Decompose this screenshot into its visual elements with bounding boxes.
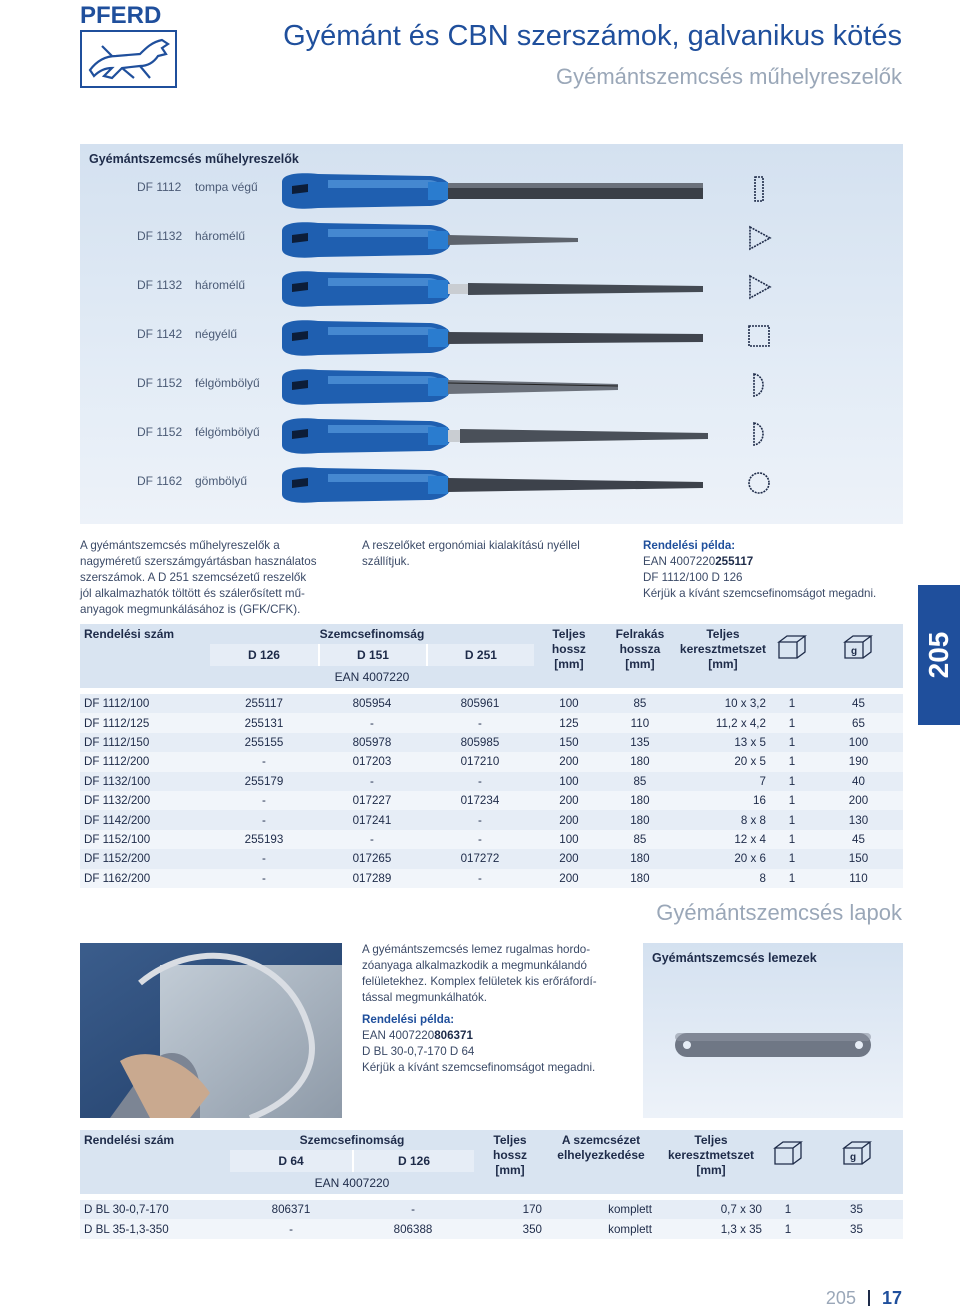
package-icon (770, 624, 814, 688)
sheet-order-line: Kérjük a kívánt szemcsefinomságot megadni. (362, 1061, 596, 1074)
sheet-order-line: D BL 30-0,7-170 D 64 (362, 1045, 475, 1058)
pack-qty: 1 (770, 733, 814, 752)
file-code: DF 1142 (137, 327, 183, 341)
order-number: DF 1132/100 (80, 772, 210, 791)
table-row (80, 1219, 903, 1238)
file-code: DF 1132 (137, 229, 183, 243)
sheet-line: A gyémántszemcsés lemez rugalmas hordo- (362, 943, 591, 956)
total-length: 100 (534, 830, 604, 849)
ean-d126: 255117 (210, 694, 318, 713)
weight: 45 (814, 694, 903, 713)
ean-d64: 806371 (230, 1200, 352, 1219)
order-number: D BL 35-1,3-350 (80, 1219, 230, 1238)
ean-d151: - (318, 713, 426, 732)
ean-d151: 017227 (318, 791, 426, 810)
sheets-table (80, 1130, 903, 1239)
pack-qty: 1 (770, 713, 814, 732)
intro-line: nagyméretű szerszámgyártásban használatos (80, 555, 317, 568)
triangle-icon (744, 223, 774, 253)
file-shape-name: félgömbölyű (195, 425, 260, 439)
table-row (80, 733, 903, 752)
col-d126-header: D 126 (210, 644, 318, 666)
file-row (80, 411, 903, 459)
sheet-line: tással megmunkálhatók. (362, 991, 488, 1004)
total-length: 200 (534, 752, 604, 771)
handle-paragraph (362, 538, 622, 570)
ean-d151: 017241 (318, 810, 426, 829)
col-order-header: Rendelési szám (84, 627, 175, 641)
cross-section: 16 (676, 791, 770, 810)
cross-section: 20 x 6 (676, 849, 770, 868)
col-working-length-header: Felrakás hossza [mm] (615, 627, 665, 671)
page-title: Gyémánt és CBN szerszámok, galvanikus kötés (283, 20, 902, 52)
ean-d251: 017272 (426, 849, 534, 868)
weight: 40 (814, 772, 903, 791)
total-length: 200 (534, 869, 604, 888)
page-subtitle: Gyémántszemcsés műhelyreszelők (555, 64, 902, 89)
table-row (80, 713, 903, 732)
ean-d251: - (426, 713, 534, 732)
grit-position: komplett (546, 1219, 656, 1238)
col-order-header: Rendelési szám (84, 1133, 175, 1147)
files-table (80, 624, 903, 888)
order-number: DF 1132/200 (80, 791, 210, 810)
pack-qty: 1 (770, 791, 814, 810)
sheet-order-example (362, 1012, 632, 1076)
file-code: DF 1152 (137, 425, 183, 439)
col-d126-header: D 126 (352, 1150, 474, 1172)
ean-d126: 255155 (210, 733, 318, 752)
ean-d251: - (426, 830, 534, 849)
weight: 65 (814, 713, 903, 732)
file-image (278, 362, 718, 410)
ean-header: EAN 4007220 (314, 1176, 390, 1190)
working-length: 85 (604, 772, 676, 791)
diamond-sheet-image (673, 1027, 873, 1063)
cross-section: 8 x 8 (676, 810, 770, 829)
file-row (80, 215, 903, 263)
col-cross-section-header: Teljes keresztmetszet [mm] (679, 627, 766, 671)
sheet-order-title: Rendelési példa: (362, 1013, 455, 1026)
order-number: DF 1152/100 (80, 830, 210, 849)
svg-text:g: g (851, 646, 858, 657)
intro-line: A gyémántszemcsés műhelyreszelők a (80, 539, 280, 552)
panel-title: Gyémántszemcsés műhelyreszelők (89, 152, 299, 166)
order-example-ean: EAN 4007220255117 (643, 555, 754, 568)
file-image (278, 215, 718, 263)
col-d151-header: D 151 (318, 644, 426, 666)
table-row (80, 791, 903, 810)
sheet-photo (80, 943, 342, 1118)
table-row (80, 1200, 903, 1219)
order-number: DF 1112/100 (80, 694, 210, 713)
chapter-tab: 205 (918, 585, 960, 725)
package-icon (766, 1130, 810, 1194)
order-number: DF 1112/200 (80, 752, 210, 771)
file-row (80, 362, 903, 410)
working-length: 180 (604, 810, 676, 829)
ean-d251: - (426, 772, 534, 791)
file-shape-name: háromélű (195, 229, 246, 243)
sheet-line: zóanyaga alkalmazkodik a megmunkálandó (362, 959, 587, 972)
table-row (80, 849, 903, 868)
sheet-panel-title: Gyémántszemcsés lemezek (652, 951, 817, 965)
working-length: 110 (604, 713, 676, 732)
page-footer (826, 1288, 902, 1308)
col-cross-section-header: Teljes keresztmetszet [mm] (667, 1133, 755, 1177)
col-grit-header: Szemcsefinomság (299, 1133, 405, 1147)
col-total-length-header: Teljes hossz [mm] (551, 627, 586, 671)
order-example-line: DF 1112/100 D 126 (643, 571, 743, 584)
table-row (80, 772, 903, 791)
ean-d126: 255131 (210, 713, 318, 732)
weight: 35 (810, 1200, 903, 1219)
ean-d151: 017203 (318, 752, 426, 771)
file-image (278, 313, 718, 361)
weight-icon (810, 1130, 903, 1194)
file-row (80, 264, 903, 312)
ean-d126: 255179 (210, 772, 318, 791)
cross-section: 8 (676, 869, 770, 888)
ean-d126: - (210, 791, 318, 810)
pack-qty: 1 (770, 752, 814, 771)
file-row (80, 313, 903, 361)
handle-line: szállítjuk. (362, 555, 410, 568)
intro-line: szerszámok. A D 251 szemcsézetű reszelők (80, 571, 307, 584)
weight: 110 (814, 869, 903, 888)
logo-wordmark: PFERD (80, 4, 177, 28)
ean-d151: - (318, 830, 426, 849)
total-length: 170 (474, 1200, 546, 1219)
order-number: DF 1112/125 (80, 713, 210, 732)
file-shape-name: háromélű (195, 278, 246, 292)
pack-qty: 1 (770, 830, 814, 849)
horse-logo-icon (80, 30, 177, 88)
cross-section: 0,7 x 30 (656, 1200, 766, 1219)
product-panel (80, 144, 903, 524)
file-row (80, 460, 903, 508)
working-length: 180 (604, 849, 676, 868)
ean-d251: - (426, 869, 534, 888)
col-d251-header: D 251 (426, 644, 534, 666)
ean-d126: - (210, 752, 318, 771)
order-number: DF 1162/200 (80, 869, 210, 888)
ean-header: EAN 4007220 (334, 670, 410, 684)
ean-d126: 255193 (210, 830, 318, 849)
cross-section: 11,2 x 4,2 (676, 713, 770, 732)
ean-d151: 805978 (318, 733, 426, 752)
working-length: 85 (604, 830, 676, 849)
table-row (80, 830, 903, 849)
intro-line: anyagok megmunkálásához is (GFK/CFK). (80, 603, 301, 616)
file-row (80, 166, 903, 214)
ean-d251: 017234 (426, 791, 534, 810)
cross-section: 10 x 3,2 (676, 694, 770, 713)
table-row (80, 694, 903, 713)
total-length: 200 (534, 849, 604, 868)
pack-qty: 1 (770, 849, 814, 868)
total-length: 350 (474, 1219, 546, 1238)
grit-position: komplett (546, 1200, 656, 1219)
total-length: 150 (534, 733, 604, 752)
pack-qty: 1 (770, 694, 814, 713)
weight: 200 (814, 791, 903, 810)
table-row (80, 810, 903, 829)
weight: 45 (814, 830, 903, 849)
page-number: 205 (825, 1288, 856, 1308)
file-shape-name: tompa végű (195, 180, 258, 194)
pack-qty: 1 (770, 869, 814, 888)
pack-qty: 1 (766, 1219, 810, 1238)
square-icon (744, 321, 774, 351)
triangle-icon (744, 272, 774, 302)
ean-d151: - (318, 772, 426, 791)
intro-paragraph (80, 538, 340, 618)
total-length: 200 (534, 791, 604, 810)
ean-d64: - (230, 1219, 352, 1238)
weight: 130 (814, 810, 903, 829)
table-row (80, 869, 903, 888)
ean-d151: 805954 (318, 694, 426, 713)
table-row (80, 752, 903, 771)
cross-section: 12 x 4 (676, 830, 770, 849)
pferd-logo (80, 4, 177, 86)
weight: 100 (814, 733, 903, 752)
working-length: 135 (604, 733, 676, 752)
weight-icon (814, 624, 903, 688)
col-d64-header: D 64 (230, 1150, 352, 1172)
ean-d151: 017265 (318, 849, 426, 868)
order-number: DF 1112/150 (80, 733, 210, 752)
pack-qty: 1 (770, 772, 814, 791)
ean-d151: 017289 (318, 869, 426, 888)
order-number: D BL 30-0,7-170 (80, 1200, 230, 1219)
pack-qty: 1 (770, 810, 814, 829)
intro-line: jól alkalmazhatók töltött és szálerősített mű- (80, 587, 305, 600)
ean-d251: - (426, 810, 534, 829)
page-number-secondary: 17 (881, 1288, 902, 1308)
file-code: DF 1112 (137, 180, 182, 194)
order-example-line: Kérjük a kívánt szemcsefinomságot megadni. (643, 587, 877, 600)
round-icon (744, 468, 774, 498)
cross-section: 20 x 5 (676, 752, 770, 771)
ean-d126: - (210, 849, 318, 868)
ean-d126: 806388 (352, 1219, 474, 1238)
order-example (643, 538, 903, 602)
pack-qty: 1 (766, 1200, 810, 1219)
weight: 190 (814, 752, 903, 771)
ean-d251: 017210 (426, 752, 534, 771)
cross-section: 13 x 5 (676, 733, 770, 752)
total-length: 100 (534, 694, 604, 713)
total-length: 125 (534, 713, 604, 732)
ean-d251: 805961 (426, 694, 534, 713)
svg-text:g: g (849, 1152, 856, 1163)
section-title: Gyémántszemcsés lapok (656, 900, 902, 925)
working-length: 180 (604, 752, 676, 771)
file-code: DF 1132 (137, 278, 183, 292)
half-round-icon (744, 419, 774, 449)
file-code: DF 1162 (137, 474, 183, 488)
sheet-panel (643, 943, 903, 1118)
working-length: 180 (604, 791, 676, 810)
weight: 150 (814, 849, 903, 868)
working-length: 180 (604, 869, 676, 888)
order-example-title: Rendelési példa: (643, 539, 736, 552)
order-number: DF 1142/200 (80, 810, 210, 829)
file-shape-name: négyélű (195, 327, 238, 341)
total-length: 100 (534, 772, 604, 791)
col-total-length-header: Teljes hossz [mm] (492, 1133, 527, 1177)
file-image (278, 411, 718, 459)
cross-section: 1,3 x 35 (656, 1219, 766, 1238)
total-length: 200 (534, 810, 604, 829)
flat-icon (744, 174, 774, 204)
col-grit-header: Szemcsefinomság (319, 627, 425, 641)
sheet-order-ean: EAN 4007220806371 (362, 1029, 473, 1042)
working-length: 85 (604, 694, 676, 713)
cross-section: 7 (676, 772, 770, 791)
weight: 35 (810, 1219, 903, 1238)
half-round-icon (744, 370, 774, 400)
file-shape-name: félgömbölyű (195, 376, 260, 390)
ean-d251: 805985 (426, 733, 534, 752)
file-shape-name: gömbölyű (195, 474, 248, 488)
order-number: DF 1152/200 (80, 849, 210, 868)
sheet-line: felületekhez. Komplex felületek kis erőráfordí- (362, 975, 597, 988)
sheet-paragraph (362, 942, 632, 1006)
ean-d126: - (210, 810, 318, 829)
file-image (278, 166, 718, 214)
col-position-header: A szemcsézet elhelyezkedése (557, 1133, 645, 1162)
file-image (278, 460, 718, 508)
handle-line: A reszelőket ergonómiai kialakítású nyéllel (362, 539, 580, 552)
ean-d126: - (352, 1200, 474, 1219)
ean-d126: - (210, 869, 318, 888)
file-code: DF 1152 (137, 376, 183, 390)
file-image (278, 264, 718, 312)
